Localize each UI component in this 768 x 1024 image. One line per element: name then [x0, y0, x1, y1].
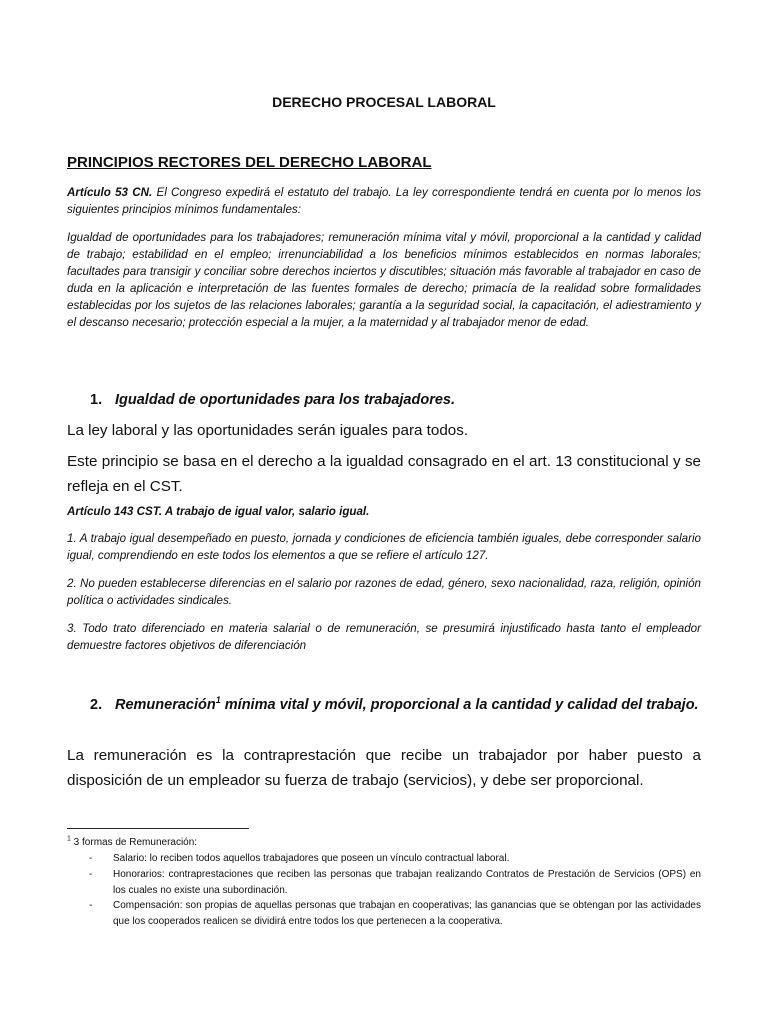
article-53-label: Artículo 53 CN.: [67, 186, 153, 199]
section-title: PRINCIPIOS RECTORES DEL DERECHO LABORAL: [67, 154, 432, 171]
footnote-title-text: 3 formas de Remuneración:: [70, 837, 198, 848]
footnote-marker: 1: [67, 835, 71, 843]
footnote-separator: [67, 828, 249, 829]
footnote-item-text: Honorarios: contraprestaciones que reciben las personas que trabajan realizando Contratos de Prestación de Servicios (OPS) en los cuales no existe una subordinación.: [113, 868, 701, 896]
footnote-item-text: Salario: lo reciben todos aquellos trabajadores que poseen un vínculo contractual laboral.: [113, 853, 510, 864]
footnote-item: [67, 851, 701, 867]
footnote-reference[interactable]: 1: [215, 695, 221, 706]
article-53-intro-text: El Congreso expedirá el estatuto del trabajo. La ley correspondiente tendrá en cuenta por lo menos los siguientes principios mínimos fundamentales:: [67, 186, 701, 216]
section-2-heading: [67, 695, 701, 735]
footnote-item-text: Compensación: son propias de aquellas personas que trabajan en cooperativas; las ganancias que se obtengan por las actividades que los cooperados realicen se dividirá entre todos los que pertenecen a la cooperativa.: [113, 900, 701, 928]
section-2-number: 2.: [90, 697, 103, 713]
article-53-intro: [67, 184, 701, 218]
list-dash: -: [89, 853, 93, 864]
section-1-heading: [67, 390, 701, 410]
article-53-body: Igualdad de oportunidades para los trabajadores; remuneración mínima vital y móvil, proporcional a la cantidad y calidad de trabajo; estabilidad en el empleo; irrenunciabilidad a los beneficios mínimos establecidos en normas laborales; facultades para transigir y conciliar sobre derechos inciertos y discutibles; situación más favorable al trabajador en caso de duda en la aplicación e interpretación de las fuentes formales de derecho; primacía de la realidad sobre formalidades establecidas por los sujetos de las relaciones laborales; garantía a la seguridad social, la capacitación, el adiestramiento y el descanso necesario; protección especial a la mujer, a la maternidad y al trabajador menor de edad.: [67, 231, 701, 329]
section-1-paragraph-1: La ley laboral y las oportunidades serán iguales para todos.: [67, 422, 469, 439]
section-1-number: 1.: [90, 392, 103, 408]
section-1-paragraph-2: Este principio se basa en el derecho a la igualdad consagrado en el art. 13 constitucional y se refleja en el CST.: [67, 453, 701, 495]
footnote-item: [67, 898, 701, 930]
section-2-heading-text: [115, 695, 701, 715]
article-143-heading: Artículo 143 CST. A trabajo de igual valor, salario igual.: [67, 505, 370, 518]
document-page: [67, 0, 701, 1024]
article-143-item-2: 2. No pueden establecerse diferencias en el salario por razones de edad, género, sexo nacionalidad, raza, religión, opinión política o actividades sindicales.: [67, 577, 701, 607]
section-2-paragraph-1: La remuneración es la contraprestación que recibe un trabajador por haber puesto a disposición de un empleador su fuerza de trabajo (servicios), y debe ser proporcional.: [67, 747, 701, 789]
list-dash: -: [89, 868, 93, 880]
footnote-item: [67, 867, 701, 899]
article-143-item-3: 3. Todo trato diferenciado en materia salarial o de remuneración, se presumirá injustificado hasta tanto el empleador demuestre factores objetivos de diferenciación: [67, 622, 701, 652]
footnote-title: [67, 835, 701, 851]
section-2-heading-word: Remuneración: [115, 697, 216, 713]
article-143-item-1: 1. A trabajo igual desempeñado en puesto, jornada y condiciones de eficiencia también iguales, debe corresponder salario igual, comprendiendo en este todos los elementos a que se refiere el artículo 127.: [67, 532, 701, 562]
document-title: DERECHO PROCESAL LABORAL: [272, 94, 496, 110]
list-dash: -: [89, 900, 93, 912]
footnote-list: [67, 851, 701, 930]
section-2-heading-rest: mínima vital y móvil, proporcional a la cantidad y calidad del trabajo.: [220, 697, 699, 713]
section-1-heading-text: Igualdad de oportunidades para los trabajadores.: [115, 392, 456, 408]
